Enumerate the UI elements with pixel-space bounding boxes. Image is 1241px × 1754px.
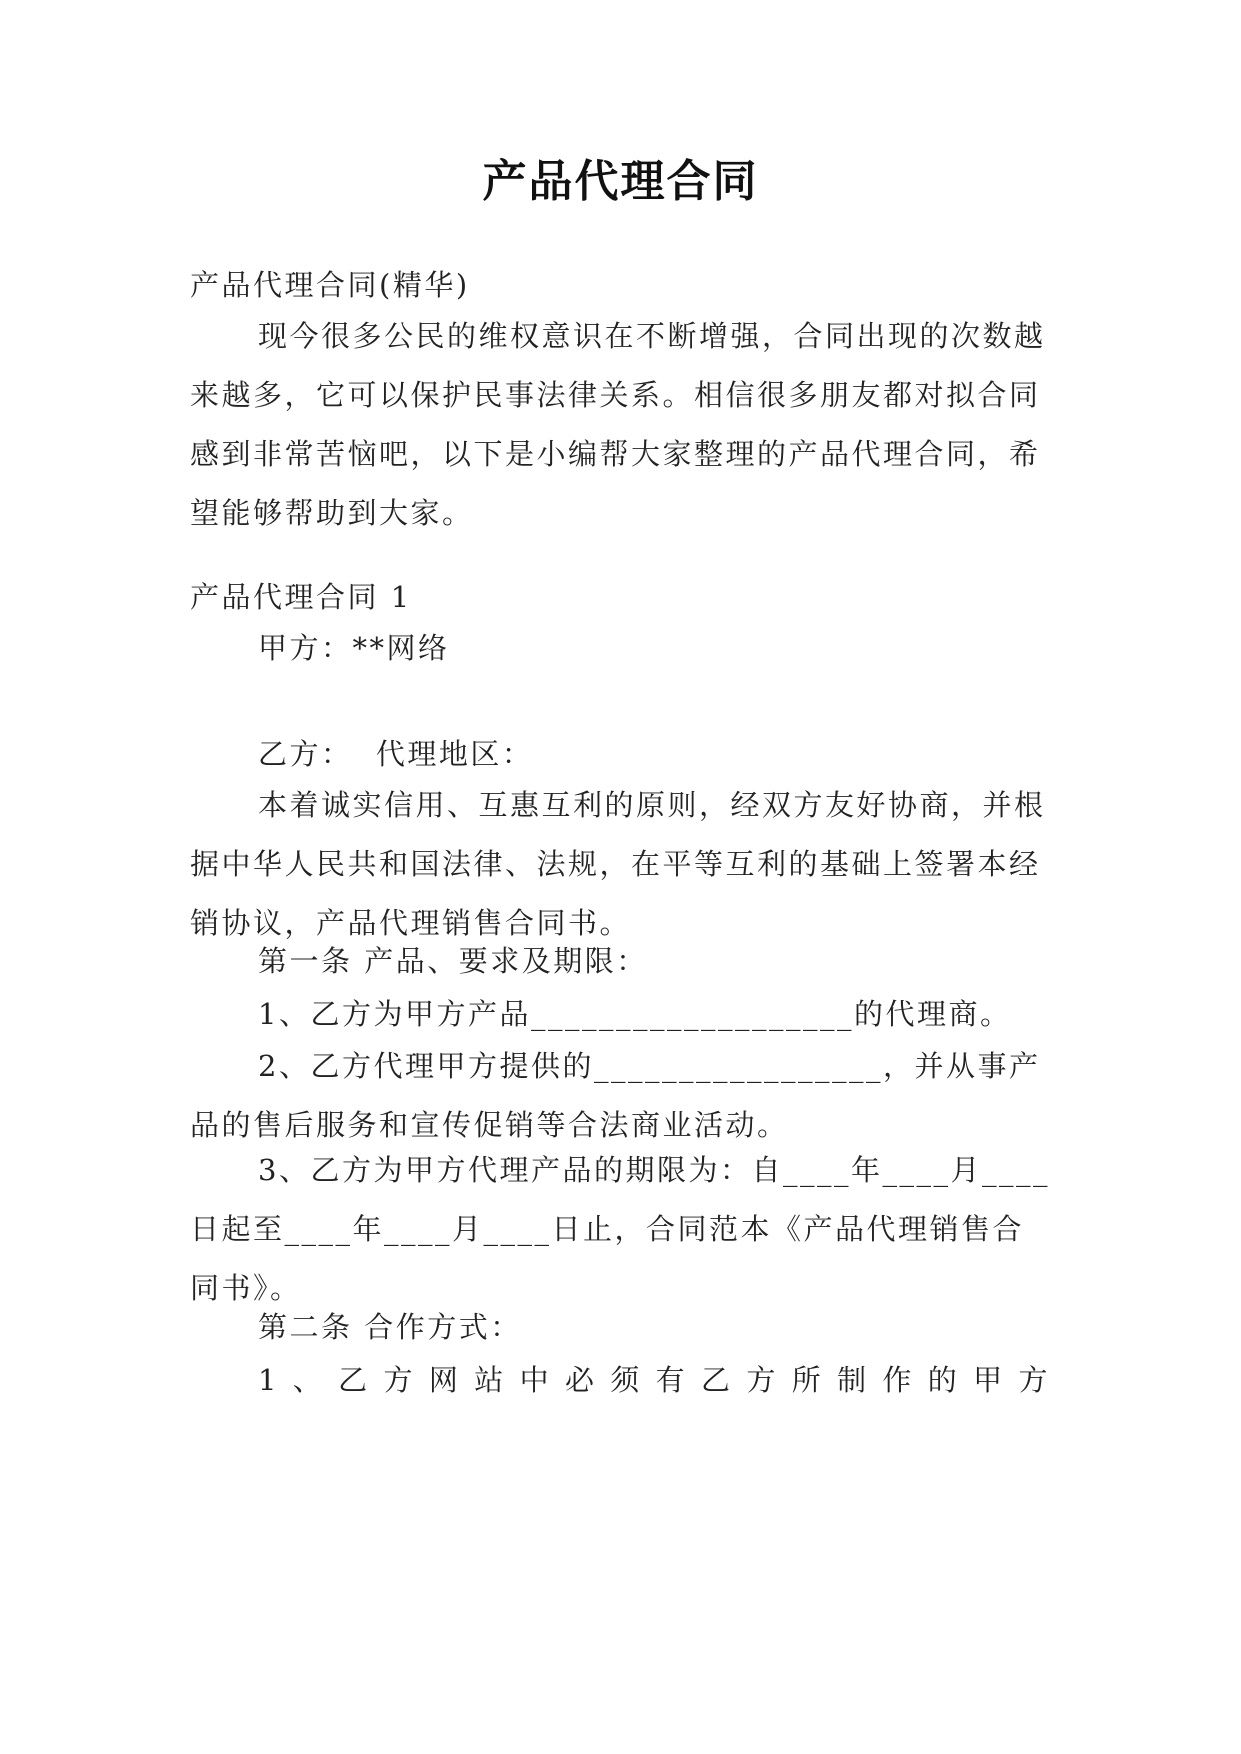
document-subtitle: 产品代理合同(精华) — [190, 268, 470, 302]
article-1-item-3: 3、乙方为甲方代理产品的期限为：自____年____月____日起至____年____月____日止，合同范本《产品代理销售合同书》。 — [190, 1153, 1050, 1305]
document-title: 产品代理合同 — [482, 156, 759, 207]
article-1-item-2: 2、乙方代理甲方提供的_________________，并从事产品的售后服务和宣传促销等合法商业活动。 — [190, 1049, 1041, 1142]
contract-heading: 产品代理合同 1 — [190, 580, 412, 614]
party-b: 乙方： 代理地区： — [258, 737, 534, 771]
preamble-paragraph: 本着诚实信用、互惠互利的原则，经双方友好协商，并根据中华人民共和国法律、法规，在平等互利的基础上签署本经销协议，产品代理销售合同书。 — [190, 788, 1046, 940]
article-1-title: 第一条 产品、要求及期限： — [258, 944, 648, 978]
party-a: 甲方：**网络 — [258, 631, 450, 665]
article-1-item-1: 1、乙方为甲方产品___________________的代理商。 — [258, 997, 1012, 1031]
article-2-title: 第二条 合作方式： — [258, 1310, 522, 1344]
intro-paragraph: 现今很多公民的维权意识在不断增强，合同出现的次数越来越多，它可以保护民事法律关系。相信很多朋友都对拟合同感到非常苦恼吧，以下是小编帮大家整理的产品代理合同，希望能够帮助到大家。 — [190, 319, 1046, 530]
article-2-item-1: 1、乙方网站中必须有乙方所制作的甲方 — [258, 1363, 1050, 1397]
